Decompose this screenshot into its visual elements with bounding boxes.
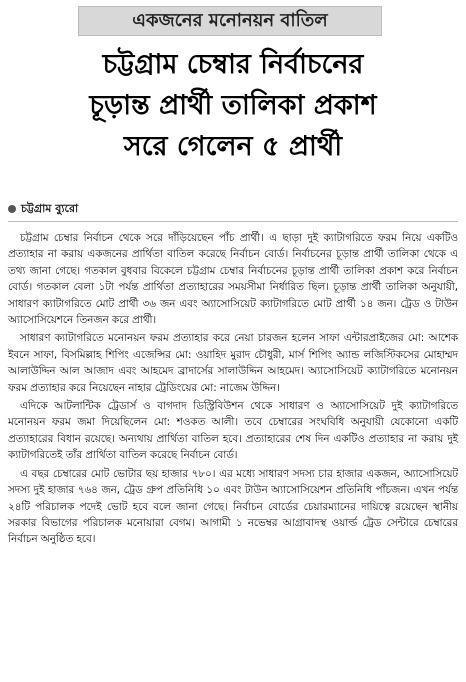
headline-line-2: চূড়ান্ত প্রার্থী তালিকা প্রকাশ: [89, 90, 377, 121]
paragraph: এ বছর চেম্বারের মোট ভোটার ছয় হাজার ৭৮০। এর মধ্যে সাধারণ সদস্য চার হাজার একজন, অ্যাসোসিয়েট সদস্য দুই হাজার ৭৬৪ জন, ট্রেড গ্রুপ প্রতিনিধি ১০ এবং টাউন অ্যাসোসিয়েশন প্রতিনিধি পাঁচজন। এখন পর্যন্ত ২৪টি পরিচালক পদেই ভোট হবে বলে জানা গেছে। নির্বাচন বোর্ডের চেয়ারম্যানের দায়িত্বে রয়েছেন স্থানীয় সরকার বিভাগের পরিচালক মনোয়ারা বেগম। আগামী ১ নভেম্বর আগ্রাবাদস্থ ওয়ার্ল্ড ট্রেড সেন্টারে চেম্বারের নির্বাচন অনুষ্ঠিত হবে।: [8, 467, 458, 546]
article-body: [8, 230, 458, 550]
kicker-banner: একজনের মনোনয়ন বাতিল: [78, 6, 382, 36]
divider: [8, 221, 458, 222]
byline: [8, 200, 458, 218]
headline-line-1: চট্টগ্রাম চেম্বার নির্বাচনের: [102, 49, 364, 80]
bullet-icon: [8, 205, 16, 213]
byline-text: চট্টগ্রাম ব্যুরো: [21, 201, 79, 215]
paragraph: এদিকে আটলান্টিক ট্রেডার্স ও বাগদাদ ডিস্ট্রিবিউশন থেকে সাধারণ ও অ্যাসোসিয়েট দুই ক্যাটাগরিতে মনোনয়ন ফরম জমা দিয়েছিলেন মো: শওকত আলী। তবে চেম্বারের সংঘবিধি অনুযায়ী যেকোনো একটি প্রত্যাহারের বিধান রয়েছে। অন্যথায় প্রার্থিতা বাতিল হবে। প্রত্যাহারের শেষ দিন একটিও প্রত্যাহার না করায় দুই ক্যাটাগরিতেই তাঁর প্রার্থিতা বাতিল করেছে নির্বাচন বোর্ড।: [8, 400, 458, 462]
paragraph: সাধারণ ক্যাটাগরিতে মনোনয়ন ফরম প্রত্যাহার করে নেয়া চারজন হলেন সাফা এন্টারপ্রাইজের মো: আশেক ইবনে সাফা, বিসমিল্লাহ শিপিং এজেন্সির মো: ওয়াহিদ মুরাদ চৌধুরী, মার্স শিপিং অ্যান্ড লজিস্টিকসের মোহাম্মদ আলাউদ্দিন আল আজাদ এবং আহমেদ ব্রাদার্সের সালাউদ্দিন আহমেদ। অ্যাসোসিয়েট ক্যাটাগরিতে মনোনয়ন ফরম প্রত্যাহার করে নিয়েছেন নাহার ট্রেডিংয়ের মো: নাজেম উদ্দিন।: [8, 332, 458, 394]
paragraph: চট্টগ্রাম চেম্বার নির্বাচন থেকে সরে দাঁড়িয়েছেন পাঁচ প্রার্থী। এ ছাড়া দুই ক্যাটাগরিতে ফরম নিয়ে একটিও প্রত্যাহার না করায় একজনের প্রার্থিতা বাতিল করেছে নির্বাচন বোর্ড। নির্বাচনের চূড়ান্ত প্রার্থী তালিকা থেকে এ তথ্য জানা গেছে। গতকাল বুধবার বিকেলে চট্টগ্রাম চেম্বার নির্বাচনের চূড়ান্ত প্রার্থী তালিকা প্রকাশ করে নির্বাচন বোর্ড। গতকাল বেলা ১টা পর্যন্ত প্রার্থিতা প্রত্যাহারের সময়সীমা নির্ধারিত ছিল। চূড়ান্ত প্রার্থী তালিকা অনুযায়ী, সাধারণ ক্যাটাগরিতে মোট প্রার্থী ৩৬ জন এবং অ্যাসোসিয়েট ক্যাটাগরিতে মোট প্রার্থী ১৪ জন। ট্রেড ও টাউন অ্যাসোসিয়েশনে তিনজন করে প্রার্থী।: [8, 232, 458, 327]
headline: [8, 44, 458, 167]
headline-line-3: সরে গেলেন ৫ প্রার্থী: [123, 131, 343, 162]
